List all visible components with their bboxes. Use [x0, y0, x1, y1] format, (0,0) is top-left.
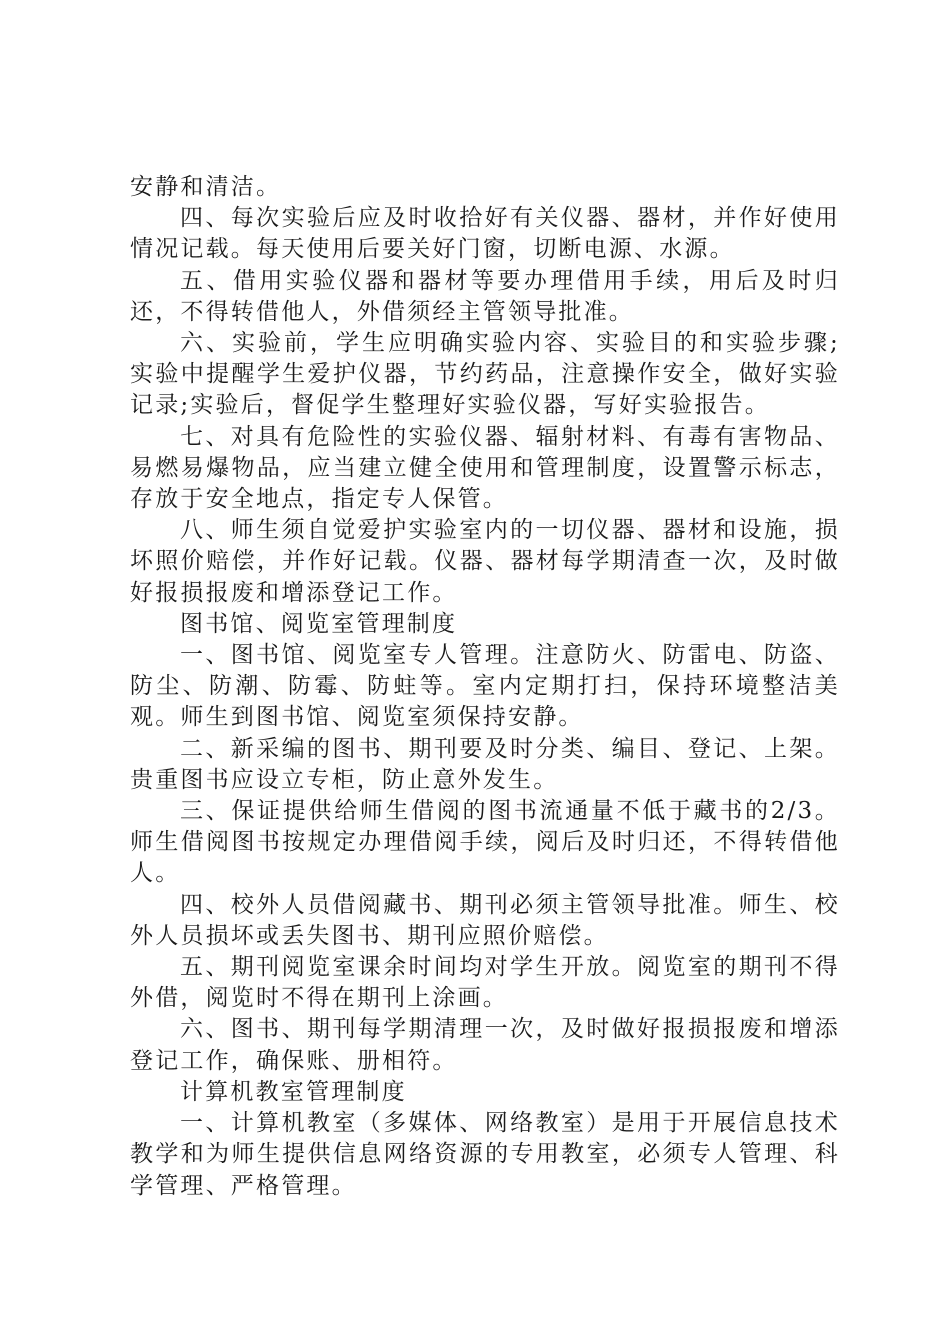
section-heading-library: 图书馆、阅览室管理制度: [180, 610, 458, 637]
lab-rule-5: 五、借用实验仪器和器材等要办理借用手续，用后及时归还，不得转借他人，外借须经主管领导批准。: [130, 267, 840, 325]
lab-rule-4: 四、每次实验后应及时收拾好有关仪器、器材，并作好使用情况记载。每天使用后要关好门窗，切断电源、水源。: [130, 205, 840, 263]
paragraph-continuation: 安静和清洁。: [130, 174, 282, 200]
computer-room-rule-1: 一、计算机教室（多媒体、网络教室）是用于开展信息技术教学和为师生提供信息网络资源的专用教室，必须专人管理、科学管理、严格管理。: [130, 1110, 840, 1199]
library-rule-2: 二、新采编的图书、期刊要及时分类、编目、登记、上架。贵重图书应设立专柜，防止意外发生。: [130, 735, 840, 793]
section-heading-computer-room: 计算机教室管理制度: [180, 1078, 407, 1105]
library-rule-4: 四、校外人员借阅藏书、期刊必须主管领导批准。师生、校外人员损坏或丢失图书、期刊应照价赔偿。: [130, 891, 840, 949]
library-rule-3: 三、保证提供给师生借阅的图书流通量不低于藏书的2/3。师生借阅图书按规定办理借阅手续，阅后及时归还，不得转借他人。: [130, 798, 840, 887]
lab-rule-6: 六、实验前，学生应明确实验内容、实验目的和实验步骤;实验中提醒学生爱护仪器，节约药品，注意操作安全，做好实验记录;实验后，督促学生整理好实验仪器，写好实验报告。: [130, 330, 840, 419]
library-rule-1: 一、图书馆、阅览室专人管理。注意防火、防雷电、防盗、防尘、防潮、防霉、防蛀等。室内定期打扫，保持环境整洁美观。师生到图书馆、阅览室须保持安静。: [130, 642, 840, 731]
document-body: [130, 172, 840, 1202]
library-rule-5: 五、期刊阅览室课余时间均对学生开放。阅览室的期刊不得外借，阅览时不得在期刊上涂画。: [130, 954, 840, 1012]
lab-rule-7: 七、对具有危险性的实验仪器、辐射材料、有毒有害物品、易燃易爆物品，应当建立健全使用和管理制度，设置警示标志，存放于安全地点，指定专人保管。: [130, 423, 840, 513]
lab-rule-8: 八、师生须自觉爱护实验室内的一切仪器、器材和设施，损坏照价赔偿，并作好记载。仪器、器材每学期清查一次，及时做好报损报废和增添登记工作。: [130, 517, 840, 606]
library-rule-6: 六、图书、期刊每学期清理一次，及时做好报损报废和增添登记工作，确保账、册相符。: [130, 1016, 840, 1074]
